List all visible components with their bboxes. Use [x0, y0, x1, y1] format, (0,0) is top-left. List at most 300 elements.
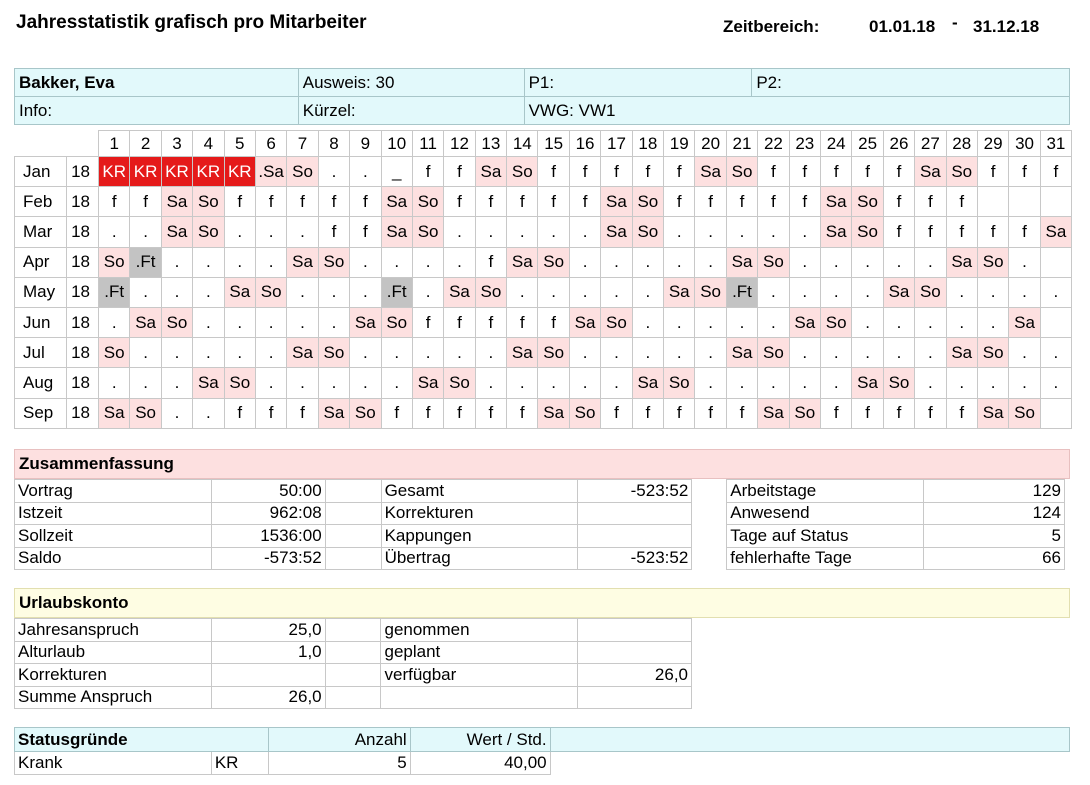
day-cell: . — [883, 247, 914, 277]
summary-label: Kappungen — [381, 525, 578, 548]
summary-label — [692, 525, 727, 548]
day-cell: . — [538, 217, 569, 247]
day-cell: Sa — [820, 187, 851, 217]
day-header: 25 — [852, 131, 883, 157]
day-cell: Sa — [726, 247, 757, 277]
calendar-row — [15, 338, 1072, 368]
day-cell: . — [632, 307, 663, 337]
summary-value: -523:52 — [578, 480, 692, 503]
day-cell: So — [601, 307, 632, 337]
day-cell — [1040, 247, 1071, 277]
day-cell: . — [820, 247, 851, 277]
day-cell: f — [444, 157, 475, 187]
day-cell: So — [758, 338, 789, 368]
day-cell: So — [193, 187, 224, 217]
year-label: 18 — [67, 157, 99, 187]
statusgruende-header-filler — [550, 728, 1069, 752]
day-cell: Sa — [224, 277, 255, 307]
day-header: 12 — [444, 131, 475, 157]
urlaub-label: Korrekturen — [15, 664, 212, 687]
day-cell: Sa — [601, 187, 632, 217]
day-cell: So — [99, 247, 130, 277]
day-cell: . — [758, 368, 789, 398]
day-cell: . — [569, 338, 600, 368]
day-cell: f — [507, 187, 538, 217]
day-cell: . — [412, 338, 443, 368]
day-cell: So — [977, 247, 1008, 277]
day-cell: So — [852, 217, 883, 247]
day-cell: f — [789, 187, 820, 217]
page-title: Jahresstatistik grafisch pro Mitarbeiter — [16, 12, 367, 33]
day-cell: Sa — [601, 217, 632, 247]
day-cell: . — [946, 307, 977, 337]
day-cell: . — [1009, 368, 1040, 398]
summary-label: Tage auf Status — [727, 525, 924, 548]
day-cell: f — [130, 187, 161, 217]
year-label: 18 — [67, 368, 99, 398]
day-cell: . — [287, 368, 318, 398]
day-cell: f — [444, 307, 475, 337]
day-cell: So — [381, 307, 412, 337]
day-cell: . — [1040, 338, 1071, 368]
day-cell: . — [726, 307, 757, 337]
day-cell: . — [507, 277, 538, 307]
day-cell: f — [915, 217, 946, 247]
urlaub-value — [211, 664, 325, 687]
calendar-corner — [15, 131, 99, 157]
day-cell: So — [99, 338, 130, 368]
day-cell: So — [664, 368, 695, 398]
day-cell: Sa — [381, 187, 412, 217]
day-cell: Sa — [538, 398, 569, 428]
day-cell: So — [569, 398, 600, 428]
employee-vwg: VWG: VW1 — [524, 97, 1069, 125]
day-cell: So — [632, 187, 663, 217]
calendar-row — [15, 157, 1072, 187]
summary-label — [692, 480, 727, 503]
day-cell: . — [726, 217, 757, 247]
summary-label — [325, 525, 381, 548]
day-cell: Sa — [695, 157, 726, 187]
day-cell: f — [255, 398, 286, 428]
day-cell — [1040, 307, 1071, 337]
calendar-row — [15, 247, 1072, 277]
urlaub-label: Alturlaub — [15, 641, 212, 664]
day-cell: . — [664, 247, 695, 277]
day-header: 20 — [695, 131, 726, 157]
day-cell: . — [412, 247, 443, 277]
month-label: Apr — [15, 247, 67, 277]
day-header: 5 — [224, 131, 255, 157]
day-cell: . — [632, 277, 663, 307]
summary-label: Arbeitstage — [727, 480, 924, 503]
day-cell: f — [444, 187, 475, 217]
day-cell: . — [789, 247, 820, 277]
statusgrund-code: KR — [211, 752, 268, 775]
day-cell: Sa — [350, 307, 381, 337]
day-cell: . — [726, 368, 757, 398]
summary-label — [692, 502, 727, 525]
day-header: 15 — [538, 131, 569, 157]
summary-value — [578, 525, 692, 548]
day-cell: f — [99, 187, 130, 217]
day-cell: So — [726, 157, 757, 187]
day-cell: . — [318, 307, 349, 337]
day-cell: So — [915, 277, 946, 307]
summary-label: Übertrag — [381, 547, 578, 570]
day-cell: f — [255, 187, 286, 217]
summary-value: 1536:00 — [211, 525, 325, 548]
day-cell: f — [1009, 217, 1040, 247]
day-cell: . — [915, 307, 946, 337]
day-cell: f — [946, 398, 977, 428]
day-header: 3 — [161, 131, 192, 157]
day-cell: f — [1040, 157, 1071, 187]
employee-info: Info: — [15, 97, 299, 125]
employee-ausweis: Ausweis: 30 — [298, 69, 524, 97]
urlaub-row — [15, 641, 692, 664]
day-cell: . — [789, 338, 820, 368]
day-cell: . — [99, 217, 130, 247]
summary-label: fehlerhafte Tage — [727, 547, 924, 570]
summary-row — [15, 547, 1065, 570]
day-cell: Sa — [664, 277, 695, 307]
day-cell: f — [695, 187, 726, 217]
day-cell: Sa — [946, 247, 977, 277]
day-header: 17 — [601, 131, 632, 157]
day-cell — [1009, 187, 1040, 217]
day-cell: So — [852, 187, 883, 217]
day-cell: . — [538, 277, 569, 307]
day-cell: f — [789, 157, 820, 187]
day-cell: . — [915, 368, 946, 398]
day-cell: .Ft — [130, 247, 161, 277]
day-cell: f — [601, 398, 632, 428]
day-cell: . — [789, 277, 820, 307]
day-cell: So — [412, 187, 443, 217]
day-cell: f — [475, 398, 506, 428]
day-cell: Sa — [475, 157, 506, 187]
day-cell: . — [255, 247, 286, 277]
calendar-grid — [14, 130, 1072, 429]
day-cell: . — [883, 338, 914, 368]
employee-name: Bakker, Eva — [15, 69, 299, 97]
day-cell: f — [664, 187, 695, 217]
summary-row — [15, 480, 1065, 503]
day-cell: . — [224, 307, 255, 337]
urlaub-label — [325, 641, 381, 664]
day-cell: . — [915, 338, 946, 368]
day-cell: . — [255, 217, 286, 247]
day-cell: . — [130, 217, 161, 247]
day-cell: f — [977, 157, 1008, 187]
day-cell: f — [507, 398, 538, 428]
day-cell: So — [507, 157, 538, 187]
day-cell: KR — [130, 157, 161, 187]
day-cell: f — [475, 247, 506, 277]
day-header: 13 — [475, 131, 506, 157]
day-cell: f — [412, 307, 443, 337]
day-cell: . — [977, 277, 1008, 307]
month-label: Feb — [15, 187, 67, 217]
day-cell: f — [507, 307, 538, 337]
day-cell: . — [789, 368, 820, 398]
summary-label: Anwesend — [727, 502, 924, 525]
day-header: 24 — [820, 131, 851, 157]
statusgrund-anzahl: 5 — [268, 752, 410, 775]
day-cell: . — [193, 398, 224, 428]
day-cell: . — [569, 277, 600, 307]
day-cell: f — [412, 157, 443, 187]
year-label: 18 — [67, 217, 99, 247]
day-cell: f — [538, 157, 569, 187]
day-cell: f — [820, 157, 851, 187]
day-header: 8 — [318, 131, 349, 157]
day-cell: Sa — [1040, 217, 1071, 247]
day-cell: Sa — [287, 247, 318, 277]
day-cell: So — [193, 217, 224, 247]
day-cell: . — [161, 277, 192, 307]
day-header: 4 — [193, 131, 224, 157]
day-cell: . — [946, 277, 977, 307]
day-cell: . — [444, 247, 475, 277]
day-cell: Sa — [946, 338, 977, 368]
urlaub-label: Jahresanspruch — [15, 619, 212, 642]
day-cell: f — [946, 187, 977, 217]
day-cell: So — [161, 307, 192, 337]
day-cell: . — [318, 277, 349, 307]
day-cell: f — [632, 157, 663, 187]
day-cell: f — [883, 217, 914, 247]
day-cell: f — [538, 187, 569, 217]
day-cell — [1040, 398, 1071, 428]
day-cell: .Sa — [255, 157, 286, 187]
day-cell: . — [99, 307, 130, 337]
summary-label: Korrekturen — [381, 502, 578, 525]
year-label: 18 — [67, 277, 99, 307]
day-cell: _ — [381, 157, 412, 187]
statusgrund-name: Krank — [15, 752, 212, 775]
day-cell: f — [318, 217, 349, 247]
day-cell: . — [915, 247, 946, 277]
month-label: Aug — [15, 368, 67, 398]
day-cell: f — [664, 157, 695, 187]
day-cell: f — [758, 157, 789, 187]
day-cell: . — [852, 277, 883, 307]
day-cell: Sa — [99, 398, 130, 428]
day-cell: So — [820, 307, 851, 337]
day-cell: . — [381, 338, 412, 368]
day-cell: So — [475, 277, 506, 307]
summary-value: 962:08 — [211, 502, 325, 525]
urlaub-label — [381, 686, 578, 709]
day-cell: . — [287, 307, 318, 337]
day-cell: f — [695, 398, 726, 428]
urlaub-value: 1,0 — [211, 641, 325, 664]
day-header: 16 — [569, 131, 600, 157]
day-cell: . — [350, 338, 381, 368]
day-cell: . — [444, 338, 475, 368]
day-cell: . — [318, 157, 349, 187]
day-header: 19 — [664, 131, 695, 157]
day-cell: Sa — [161, 217, 192, 247]
day-cell: . — [538, 368, 569, 398]
zusammenfassung-table — [14, 479, 1065, 570]
zeitbereich-label: Zeitbereich: — [723, 17, 820, 36]
summary-label: Saldo — [15, 547, 212, 570]
urlaub-value: 26,0 — [211, 686, 325, 709]
day-cell: . — [193, 338, 224, 368]
day-cell — [1040, 187, 1071, 217]
day-cell: Sa — [318, 398, 349, 428]
month-label: May — [15, 277, 67, 307]
calendar-row — [15, 307, 1072, 337]
day-cell: . — [130, 338, 161, 368]
day-cell: . — [224, 247, 255, 277]
day-cell: f — [569, 157, 600, 187]
day-cell: Sa — [569, 307, 600, 337]
day-cell: f — [350, 187, 381, 217]
day-cell: f — [883, 157, 914, 187]
day-cell: f — [287, 398, 318, 428]
day-cell: KR — [99, 157, 130, 187]
day-cell: . — [946, 368, 977, 398]
day-header: 21 — [726, 131, 757, 157]
day-cell: Sa — [632, 368, 663, 398]
calendar-row — [15, 217, 1072, 247]
day-cell: Sa — [977, 398, 1008, 428]
day-cell: . — [820, 338, 851, 368]
day-cell: f — [758, 187, 789, 217]
summary-label: Istzeit — [15, 502, 212, 525]
day-cell: . — [350, 247, 381, 277]
urlaub-label — [325, 686, 381, 709]
day-cell: So — [758, 247, 789, 277]
day-cell: . — [1040, 368, 1071, 398]
day-cell: . — [852, 338, 883, 368]
urlaub-label: genommen — [381, 619, 578, 642]
day-header: 1 — [99, 131, 130, 157]
day-cell: Sa — [381, 217, 412, 247]
summary-value: -523:52 — [578, 547, 692, 570]
employee-header — [14, 68, 1070, 125]
day-cell: f — [444, 398, 475, 428]
summary-value: 129 — [924, 480, 1065, 503]
statusgrund-wert: 40,00 — [410, 752, 550, 775]
day-cell: So — [883, 368, 914, 398]
day-cell: f — [726, 187, 757, 217]
statusgrund-empty — [550, 752, 1069, 775]
day-header: 22 — [758, 131, 789, 157]
day-cell: f — [475, 307, 506, 337]
day-cell: . — [695, 217, 726, 247]
day-cell: . — [255, 307, 286, 337]
day-cell: . — [664, 307, 695, 337]
summary-value: 124 — [924, 502, 1065, 525]
month-label: Jun — [15, 307, 67, 337]
summary-value: 66 — [924, 547, 1065, 570]
urlaubskonto-title: Urlaubskonto — [14, 588, 1070, 618]
day-cell: . — [789, 217, 820, 247]
day-cell: . — [852, 247, 883, 277]
year-label: 18 — [67, 338, 99, 368]
employee-p1: P1: — [524, 69, 752, 97]
day-cell: . — [758, 307, 789, 337]
month-label: Jul — [15, 338, 67, 368]
summary-label: Vortrag — [15, 480, 212, 503]
zeitbereich-from: 01.01.18 — [869, 17, 936, 36]
summary-label: Gesamt — [381, 480, 578, 503]
day-cell: f — [883, 187, 914, 217]
day-cell: . — [444, 217, 475, 247]
day-cell: KR — [161, 157, 192, 187]
day-cell: . — [161, 398, 192, 428]
urlaub-value — [578, 686, 692, 709]
day-header: 26 — [883, 131, 914, 157]
summary-label — [325, 502, 381, 525]
urlaub-label — [325, 619, 381, 642]
day-cell: . — [569, 217, 600, 247]
day-cell: . — [601, 277, 632, 307]
summary-label — [325, 480, 381, 503]
day-cell: f — [977, 217, 1008, 247]
summary-value: -573:52 — [211, 547, 325, 570]
day-cell: So — [632, 217, 663, 247]
day-header: 31 — [1040, 131, 1071, 157]
urlaub-label: geplant — [381, 641, 578, 664]
day-cell: Sa — [1009, 307, 1040, 337]
day-cell: f — [569, 187, 600, 217]
day-cell: f — [475, 187, 506, 217]
day-header: 30 — [1009, 131, 1040, 157]
urlaub-label: Summe Anspruch — [15, 686, 212, 709]
day-cell: . — [350, 368, 381, 398]
day-cell: . — [695, 307, 726, 337]
day-cell: . — [883, 307, 914, 337]
urlaub-value: 26,0 — [578, 664, 692, 687]
calendar-row — [15, 187, 1072, 217]
day-cell: f — [224, 187, 255, 217]
day-cell: . — [161, 247, 192, 277]
day-cell: Sa — [161, 187, 192, 217]
day-cell: .Ft — [726, 277, 757, 307]
day-header: 29 — [977, 131, 1008, 157]
day-cell: . — [664, 338, 695, 368]
day-cell: So — [318, 338, 349, 368]
urlaub-value: 25,0 — [211, 619, 325, 642]
statusgruende-title: Statusgründe — [15, 728, 269, 752]
urlaub-row — [15, 686, 692, 709]
summary-label: Sollzeit — [15, 525, 212, 548]
day-cell: So — [130, 398, 161, 428]
day-header: 23 — [789, 131, 820, 157]
day-cell: Sa — [820, 217, 851, 247]
day-header: 7 — [287, 131, 318, 157]
day-cell: f — [1009, 157, 1040, 187]
day-cell: Sa — [507, 338, 538, 368]
day-cell: So — [977, 338, 1008, 368]
employee-p2: P2: — [752, 69, 1070, 97]
day-cell: f — [820, 398, 851, 428]
day-cell: So — [789, 398, 820, 428]
day-cell: f — [915, 398, 946, 428]
day-cell: . — [569, 247, 600, 277]
day-cell: Sa — [883, 277, 914, 307]
day-cell: Sa — [789, 307, 820, 337]
day-cell: . — [1009, 277, 1040, 307]
day-cell: Sa — [507, 247, 538, 277]
day-header: 2 — [130, 131, 161, 157]
